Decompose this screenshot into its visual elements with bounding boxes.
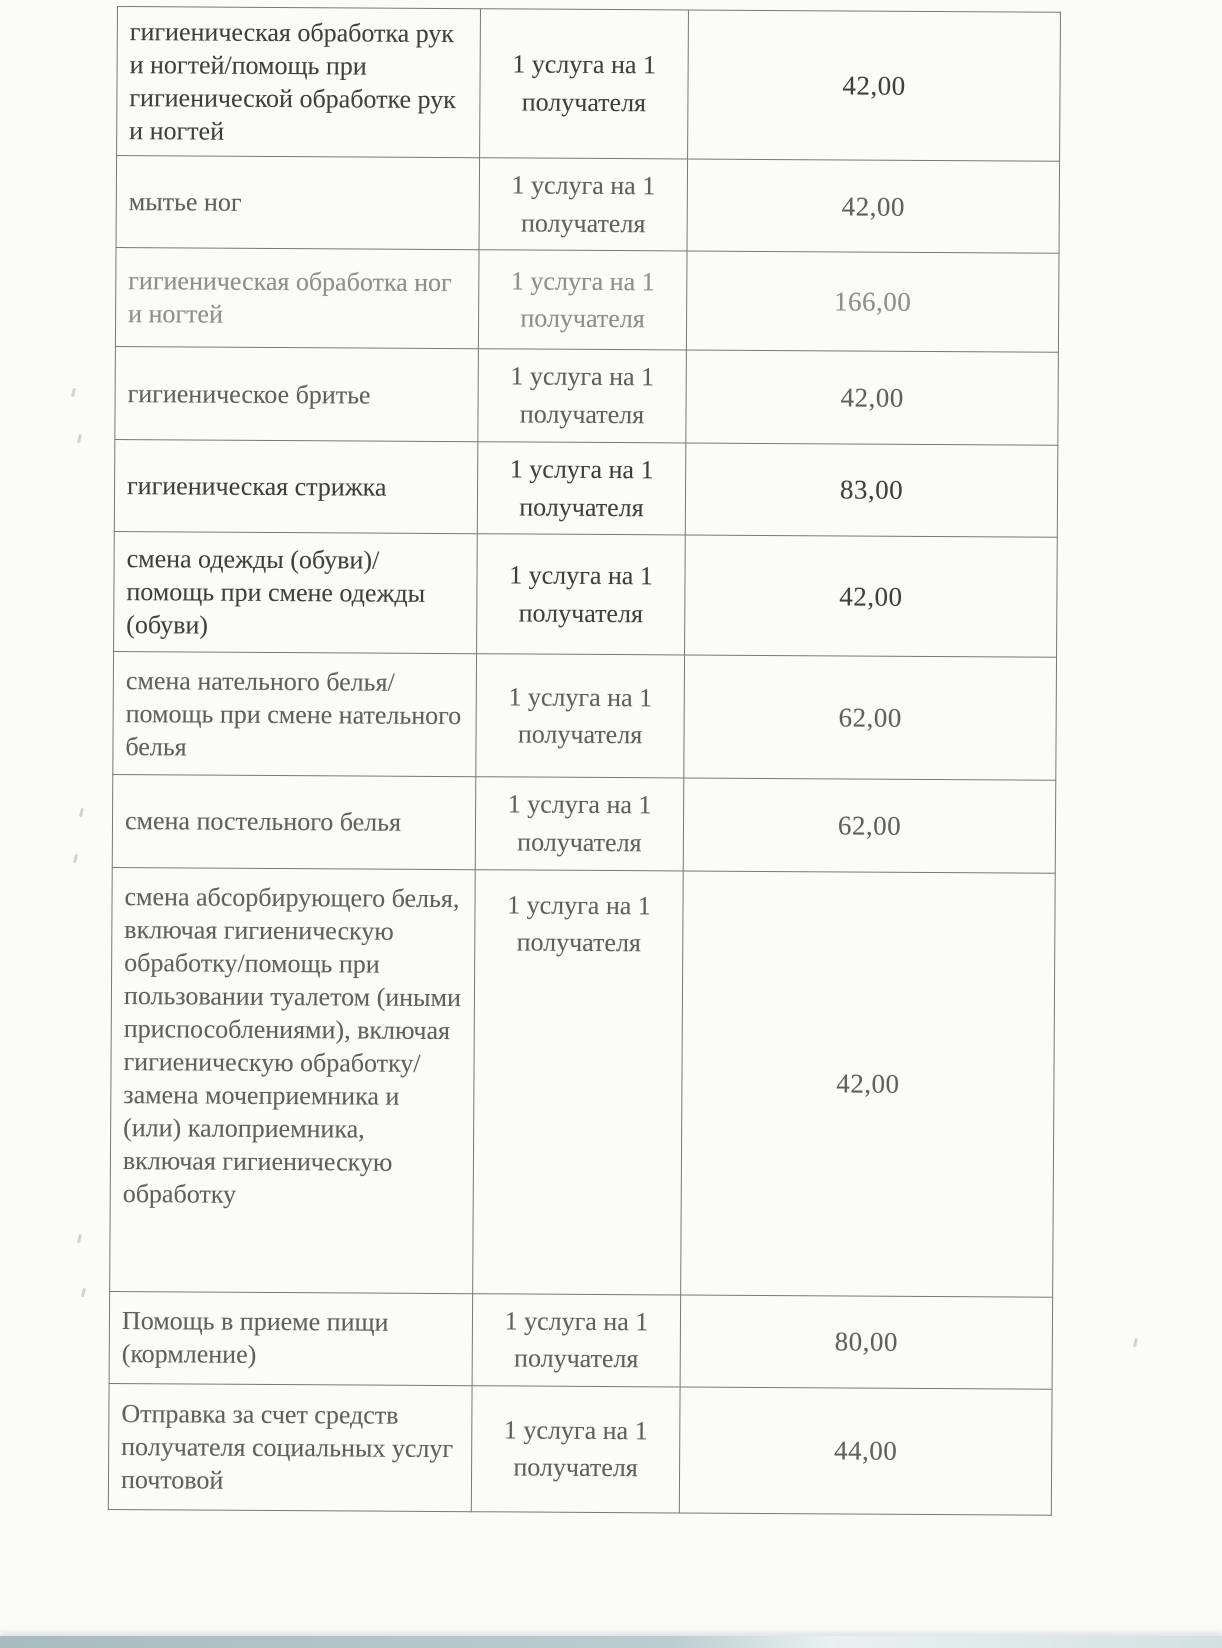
price-cell: 44,00: [679, 1387, 1052, 1515]
scan-noise-mark: [71, 388, 76, 397]
service-name-cell: смена постельного белья: [112, 775, 476, 870]
table-row: [112, 775, 1056, 873]
services-tariff-table: [108, 6, 1061, 1516]
price-cell: 42,00: [681, 871, 1056, 1297]
price-cell: 42,00: [686, 350, 1059, 445]
scan-noise-mark: [79, 808, 84, 817]
price-cell: 42,00: [685, 535, 1058, 657]
service-name-cell: смена нательного белья/помощь при смене нательного белья: [113, 652, 477, 777]
price-cell: 62,00: [684, 655, 1057, 780]
table-row: [116, 156, 1060, 254]
table-row: [114, 439, 1058, 537]
table-skew-wrap: [108, 6, 1061, 1516]
unit-cell: 1 услуга на 1 получателя: [477, 442, 686, 536]
unit-cell: 1 услуга на 1 получателя: [479, 158, 688, 252]
scan-noise-mark: [77, 434, 82, 443]
unit-cell: 1 услуга на 1 получателя: [475, 777, 684, 871]
table-row: [108, 1383, 1052, 1515]
table-row: [115, 347, 1059, 445]
service-name-cell: Помощь в приеме пищи (кормление): [109, 1291, 473, 1386]
unit-cell: 1 услуга на 1 получателя: [476, 654, 685, 778]
service-name-cell: гигиеническое бритье: [115, 347, 479, 442]
price-cell: 83,00: [685, 443, 1058, 538]
service-name-cell: гигиеническая обработка рук и ногтей/помощь при гигиенической обработке рук и ногтей: [117, 7, 481, 158]
table-row: [117, 7, 1061, 162]
scan-noise-mark: [77, 1234, 82, 1243]
scan-noise-mark: [81, 1288, 86, 1297]
table-body: [108, 7, 1060, 1516]
scanner-edge-strip: [0, 1636, 1222, 1648]
table-row: [110, 867, 1056, 1297]
table-row: [113, 652, 1057, 781]
unit-cell: 1 услуга на 1 получателя: [477, 534, 686, 655]
table-row: [114, 532, 1058, 658]
service-name-cell: Отправка за счет средств получателя социальных услуг почтовой: [108, 1383, 472, 1511]
service-name-cell: смена одежды (обуви)/помощь при смене одежды (обуви): [114, 532, 478, 654]
price-cell: 42,00: [687, 159, 1060, 254]
price-cell: 166,00: [686, 251, 1059, 352]
price-cell: 80,00: [680, 1295, 1053, 1390]
table-row: [109, 1291, 1053, 1389]
table-row: [115, 248, 1059, 353]
service-name-cell: мытье ног: [116, 156, 480, 251]
price-cell: 42,00: [688, 10, 1061, 161]
unit-cell: 1 услуга на 1 получателя: [480, 9, 689, 159]
unit-cell: 1 услуга на 1 получателя: [473, 869, 684, 1294]
unit-cell: 1 услуга на 1 получателя: [478, 250, 687, 350]
unit-cell: 1 услуга на 1 получателя: [471, 1386, 680, 1513]
unit-cell: 1 услуга на 1 получателя: [478, 349, 687, 443]
price-cell: 62,00: [683, 778, 1056, 873]
service-name-cell: гигиеническая обработка ног и ногтей: [115, 248, 479, 349]
scan-noise-mark: [73, 854, 78, 863]
service-name-cell: гигиеническая стрижка: [114, 439, 478, 534]
scan-noise-mark: [1133, 1338, 1138, 1347]
service-name-cell: смена абсорбирующего белья, включая гигиеническую обработку/помощь при пользовании туалетом (иными приспособлениями), включая гигиеническую обработку/замена мочеприемника и (или) калоприемника, включая гигиеническую обработку: [110, 867, 476, 1293]
unit-cell: 1 услуга на 1 получателя: [472, 1293, 681, 1387]
